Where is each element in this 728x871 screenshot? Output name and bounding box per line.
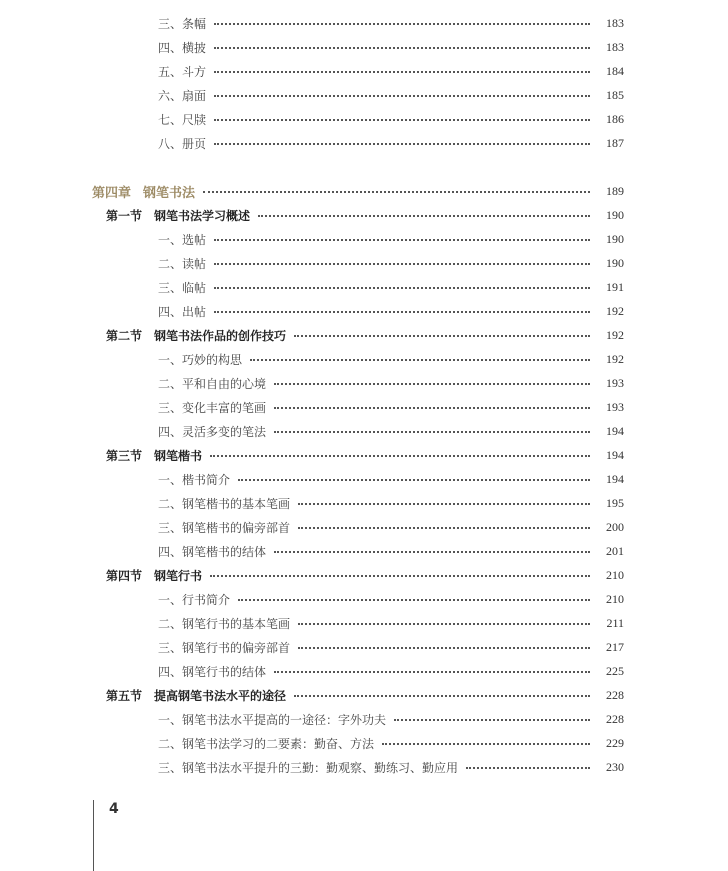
toc-entry-title bbox=[0, 735, 374, 752]
toc-page-number: 194 bbox=[606, 423, 624, 438]
toc-entry-title bbox=[0, 351, 242, 368]
dot-leader bbox=[298, 527, 590, 529]
toc-page-number: 211 bbox=[606, 615, 624, 630]
toc-page-number: 230 bbox=[606, 759, 624, 774]
toc-page-number: 190 bbox=[606, 231, 624, 246]
chapter-title-text: 钢笔书法 bbox=[143, 185, 196, 201]
dot-leader bbox=[298, 623, 590, 625]
toc-page-number: 229 bbox=[606, 735, 624, 750]
dot-leader bbox=[274, 431, 590, 433]
toc-entry-chapter[interactable] bbox=[0, 181, 728, 201]
toc-entry-title bbox=[0, 279, 206, 296]
dot-leader bbox=[294, 695, 590, 697]
item-title-text: 一、行书简介 bbox=[158, 592, 231, 607]
toc-entry-title bbox=[0, 63, 206, 80]
item-title-text: 二、钢笔楷书的基本笔画 bbox=[158, 496, 291, 511]
dot-leader bbox=[203, 191, 590, 193]
toc-page-number: 192 bbox=[606, 327, 624, 342]
section-title-text: 钢笔楷书 bbox=[154, 448, 203, 463]
toc-entry-item[interactable] bbox=[0, 469, 728, 489]
toc-entry-item[interactable] bbox=[0, 757, 728, 777]
toc-entry-title bbox=[0, 207, 250, 224]
item-title-text: 四、灵活多变的笔法 bbox=[158, 424, 267, 439]
item-title-text: 三、变化丰富的笔画 bbox=[158, 400, 267, 415]
toc-page-number: 228 bbox=[606, 711, 624, 726]
dot-leader bbox=[466, 767, 590, 769]
item-title-text: 一、钢笔书法水平提高的一途径：字外功夫 bbox=[158, 712, 387, 727]
item-title-text: 四、钢笔行书的结体 bbox=[158, 664, 267, 679]
dot-leader bbox=[274, 671, 590, 673]
toc-page-number: 194 bbox=[606, 471, 624, 486]
toc-entry-item[interactable] bbox=[0, 37, 728, 57]
toc-entry-title bbox=[0, 327, 286, 344]
toc-page-number: 201 bbox=[606, 543, 624, 558]
toc-page-number: 193 bbox=[606, 399, 624, 414]
item-title-text: 三、临帖 bbox=[158, 280, 207, 295]
item-title-text: 七、尺牍 bbox=[158, 112, 207, 127]
toc-entry-title bbox=[0, 495, 290, 512]
toc-page-number: 217 bbox=[606, 639, 624, 654]
dot-leader bbox=[214, 287, 590, 289]
toc-entry-title bbox=[0, 471, 230, 488]
toc-page-number: 183 bbox=[606, 15, 624, 30]
toc-page-number: 228 bbox=[606, 687, 624, 702]
toc-page-number: 210 bbox=[606, 591, 624, 606]
toc-entry-section[interactable] bbox=[0, 565, 728, 585]
toc-page-number: 185 bbox=[606, 87, 624, 102]
toc-entry-item[interactable] bbox=[0, 493, 728, 513]
toc-entry-title bbox=[0, 663, 266, 680]
toc-page-number: 186 bbox=[606, 111, 624, 126]
toc-entry-title bbox=[0, 591, 230, 608]
toc-page-number: 200 bbox=[606, 519, 624, 534]
section-title-text: 提高钢笔书法水平的途径 bbox=[154, 688, 287, 703]
toc-entry-item[interactable] bbox=[0, 109, 728, 129]
section-number: 第三节 bbox=[106, 448, 143, 463]
toc-entry-title bbox=[0, 135, 206, 152]
toc-page-number: 194 bbox=[606, 447, 624, 462]
toc-page-number: 184 bbox=[606, 63, 624, 78]
item-title-text: 三、钢笔书法水平提升的三勤：勤观察、勤练习、勤应用 bbox=[158, 760, 459, 775]
toc-page-number: 192 bbox=[606, 351, 624, 366]
toc-entry-item[interactable] bbox=[0, 709, 728, 729]
item-title-text: 五、斗方 bbox=[158, 64, 207, 79]
item-title-text: 一、巧妙的构思 bbox=[158, 352, 243, 367]
dot-leader bbox=[210, 455, 590, 457]
item-title-text: 八、册页 bbox=[158, 136, 207, 151]
toc-entry-title bbox=[0, 567, 202, 584]
dot-leader bbox=[294, 335, 590, 337]
dot-leader bbox=[382, 743, 590, 745]
toc-entry-title bbox=[0, 231, 206, 248]
dot-leader bbox=[214, 119, 590, 121]
item-title-text: 三、钢笔行书的偏旁部首 bbox=[158, 640, 291, 655]
toc-entry-title bbox=[0, 39, 206, 56]
toc-page-number: 192 bbox=[606, 303, 624, 318]
toc-entry-title bbox=[0, 87, 206, 104]
toc-entry-item[interactable] bbox=[0, 397, 728, 417]
dot-leader bbox=[214, 143, 590, 145]
toc-page-number: 187 bbox=[606, 135, 624, 150]
toc-entry-title bbox=[0, 399, 266, 416]
toc-entry-item[interactable] bbox=[0, 61, 728, 81]
toc-entry-section[interactable] bbox=[0, 205, 728, 225]
toc-entry-item[interactable] bbox=[0, 541, 728, 561]
item-title-text: 六、扇面 bbox=[158, 88, 207, 103]
toc-entry-title bbox=[0, 519, 290, 536]
toc-page-number: 191 bbox=[606, 279, 624, 294]
toc-entry-item[interactable] bbox=[0, 421, 728, 441]
toc-entry-item[interactable] bbox=[0, 637, 728, 657]
item-title-text: 二、钢笔行书的基本笔画 bbox=[158, 616, 291, 631]
item-title-text: 四、钢笔楷书的结体 bbox=[158, 544, 267, 559]
toc-entry-section[interactable] bbox=[0, 445, 728, 465]
toc-entry-item[interactable] bbox=[0, 349, 728, 369]
dot-leader bbox=[210, 575, 590, 577]
item-title-text: 二、读帖 bbox=[158, 256, 207, 271]
page-number: 4 bbox=[109, 801, 119, 817]
toc-entry-item[interactable] bbox=[0, 229, 728, 249]
toc-entry-item[interactable] bbox=[0, 517, 728, 537]
section-number: 第五节 bbox=[106, 688, 143, 703]
dot-leader bbox=[274, 383, 590, 385]
item-title-text: 四、横披 bbox=[158, 40, 207, 55]
toc-page-number: 190 bbox=[606, 207, 624, 222]
dot-leader bbox=[250, 359, 590, 361]
toc-entry-item[interactable] bbox=[0, 253, 728, 273]
dot-leader bbox=[274, 407, 590, 409]
dot-leader bbox=[214, 95, 590, 97]
toc-entry-title bbox=[0, 543, 266, 560]
toc-page-number: 183 bbox=[606, 39, 624, 54]
section-number: 第四节 bbox=[106, 568, 143, 583]
toc-page-number: 190 bbox=[606, 255, 624, 270]
dot-leader bbox=[238, 479, 590, 481]
item-title-text: 一、选帖 bbox=[158, 232, 207, 247]
item-title-text: 三、条幅 bbox=[158, 16, 207, 31]
toc-entry-title bbox=[0, 423, 266, 440]
toc-entry-title bbox=[0, 182, 195, 201]
toc-entry-item[interactable] bbox=[0, 373, 728, 393]
item-title-text: 四、出帖 bbox=[158, 304, 207, 319]
dot-leader bbox=[238, 599, 590, 601]
toc-entry-item[interactable] bbox=[0, 277, 728, 297]
item-title-text: 二、平和自由的心境 bbox=[158, 376, 267, 391]
section-number: 第一节 bbox=[106, 208, 143, 223]
toc-entry-title bbox=[0, 255, 206, 272]
dot-leader bbox=[298, 647, 590, 649]
toc-entry-title bbox=[0, 375, 266, 392]
dot-leader bbox=[214, 311, 590, 313]
toc-entry-title bbox=[0, 639, 290, 656]
toc-entry-item[interactable] bbox=[0, 133, 728, 153]
item-title-text: 二、钢笔书法学习的二要素：勤奋、方法 bbox=[158, 736, 375, 751]
dot-leader bbox=[258, 215, 590, 217]
dot-leader bbox=[394, 719, 590, 721]
dot-leader bbox=[214, 71, 590, 73]
section-title-text: 钢笔书法作品的创作技巧 bbox=[154, 328, 287, 343]
dot-leader bbox=[298, 503, 590, 505]
toc-entry-title bbox=[0, 303, 206, 320]
toc-page-number: 193 bbox=[606, 375, 624, 390]
toc-entry-title bbox=[0, 711, 386, 728]
chapter-number: 第四章 bbox=[92, 185, 132, 201]
toc-entry-title bbox=[0, 15, 206, 32]
dot-leader bbox=[214, 263, 590, 265]
toc-entry-item[interactable] bbox=[0, 661, 728, 681]
toc-entry-item[interactable] bbox=[0, 733, 728, 753]
toc-entry-item[interactable] bbox=[0, 85, 728, 105]
dot-leader bbox=[214, 239, 590, 241]
item-title-text: 三、钢笔楷书的偏旁部首 bbox=[158, 520, 291, 535]
dot-leader bbox=[214, 23, 590, 25]
section-title-text: 钢笔书法学习概述 bbox=[154, 208, 251, 223]
toc-page-number: 225 bbox=[606, 663, 624, 678]
toc-entry-item[interactable] bbox=[0, 589, 728, 609]
toc-entry-title bbox=[0, 687, 286, 704]
footer-vertical-rule bbox=[93, 800, 94, 871]
toc-entry-title bbox=[0, 447, 202, 464]
toc-page-number: 210 bbox=[606, 567, 624, 582]
section-number: 第二节 bbox=[106, 328, 143, 343]
toc-entry-section[interactable] bbox=[0, 325, 728, 345]
dot-leader bbox=[274, 551, 590, 553]
item-title-text: 一、楷书简介 bbox=[158, 472, 231, 487]
toc-entry-item[interactable] bbox=[0, 613, 728, 633]
toc-page-number: 189 bbox=[606, 183, 624, 198]
toc-entry-section[interactable] bbox=[0, 685, 728, 705]
dot-leader bbox=[214, 47, 590, 49]
toc-entry-item[interactable] bbox=[0, 13, 728, 33]
toc-entry-item[interactable] bbox=[0, 301, 728, 321]
toc-page-number: 195 bbox=[606, 495, 624, 510]
toc-entry-title bbox=[0, 759, 458, 776]
toc-entry-title bbox=[0, 615, 290, 632]
section-title-text: 钢笔行书 bbox=[154, 568, 203, 583]
toc-entry-title bbox=[0, 111, 206, 128]
